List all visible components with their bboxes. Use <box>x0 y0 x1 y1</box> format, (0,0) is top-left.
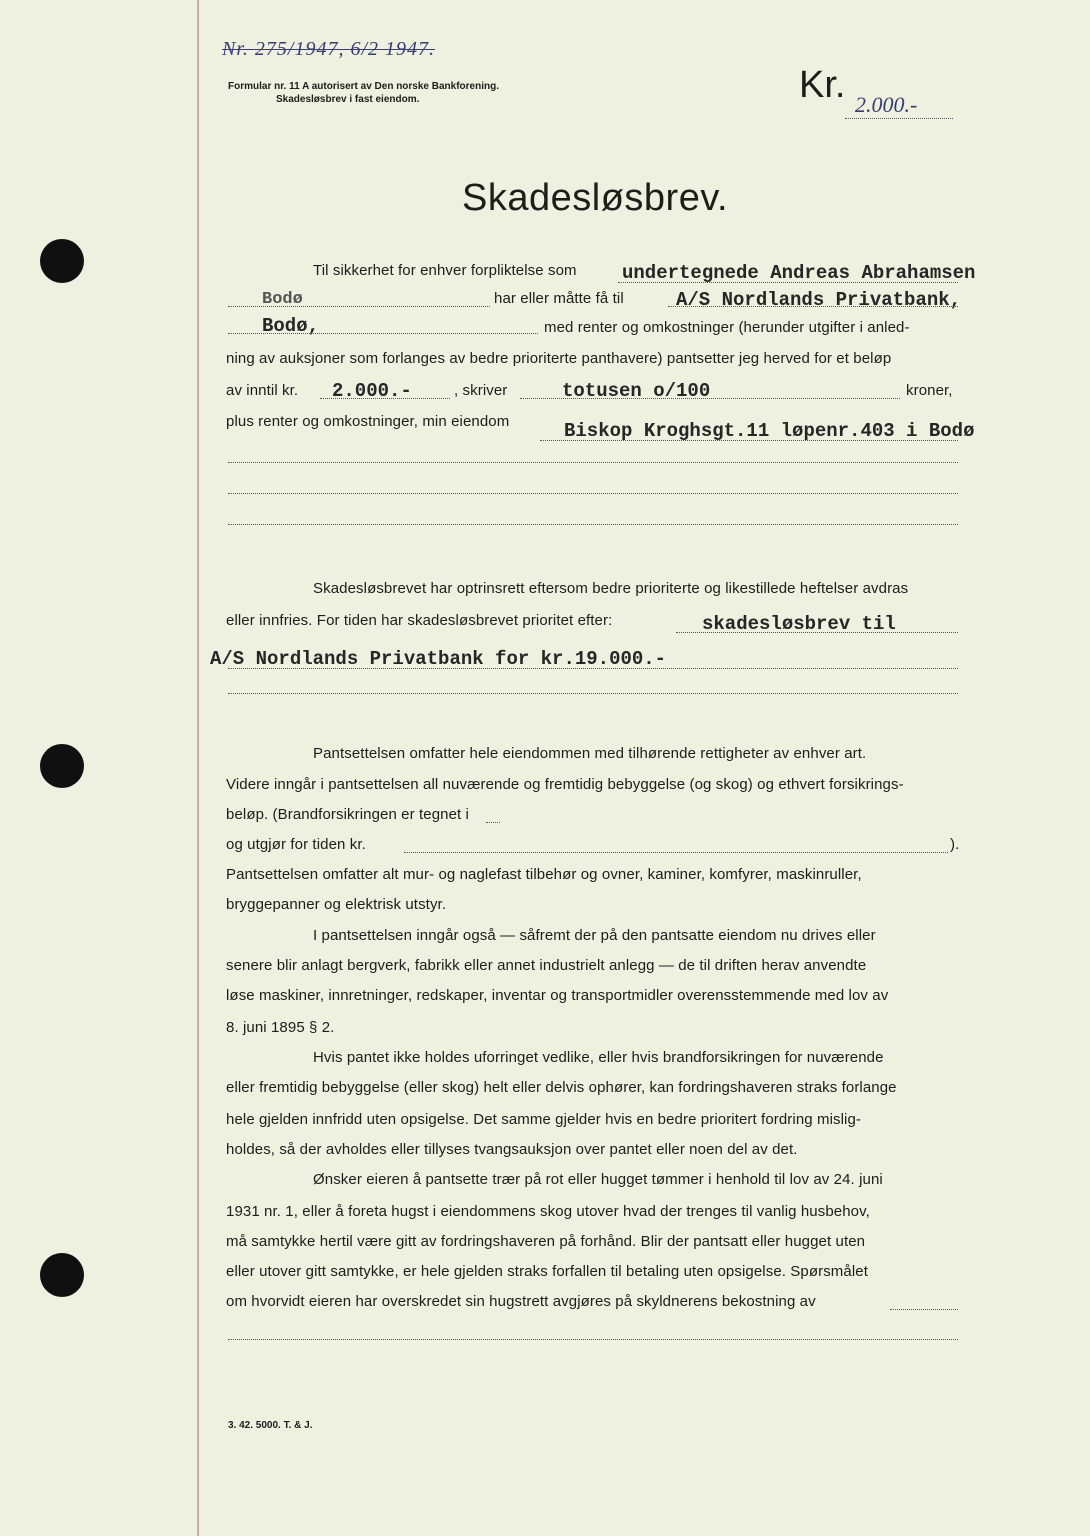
fill-line <box>320 398 450 399</box>
handwritten-reference: Nr. 275/1947, 6/2 1947. <box>222 38 436 60</box>
fill-line <box>890 1309 958 1310</box>
form-line-5-text-c: kroner, <box>906 382 953 399</box>
blank-line <box>228 1339 958 1340</box>
punch-hole <box>40 744 84 788</box>
fill-line <box>486 822 500 823</box>
fill-line <box>520 398 900 399</box>
document-title: Skadesløsbrev. <box>462 177 729 219</box>
body-line: I pantsettelsen inngår også — såfremt der på den pantsatte eiendom nu drives eller <box>313 927 876 944</box>
creditor-name: A/S Nordlands Privatbank, <box>676 289 962 311</box>
body-line: Ønsker eieren å pantsette trær på rot eller hugget tømmer i henhold til lov av 24. juni <box>313 1171 883 1188</box>
property-description: Biskop Kroghsgt.11 løpenr.403 i Bodø <box>564 420 975 442</box>
blank-line <box>228 493 958 494</box>
fill-line <box>228 668 958 669</box>
amount-figures: 2.000.- <box>332 380 412 402</box>
blank-line <box>228 462 958 463</box>
body-line: må samtykke hertil være gitt av fordringshaveren på forhånd. Blir der pantsatt eller hugget uten <box>226 1233 866 1250</box>
body-line: senere blir anlagt bergverk, fabrikk eller annet industrielt anlegg — de til driften herav anvendte <box>226 957 867 974</box>
margin-rule <box>197 0 199 1536</box>
fill-line <box>228 306 490 307</box>
form-line-3-text: med renter og omkostninger (herunder utgifter i anled- <box>544 319 910 336</box>
body-line-end: ). <box>950 836 960 853</box>
fill-line <box>676 632 958 633</box>
kr-amount-line <box>845 118 953 119</box>
form-identifier-line1: Formular nr. 11 A autorisert av Den norske Bankforening. <box>228 81 500 92</box>
form-line-6-text: plus renter og omkostninger, min eiendom <box>226 413 510 430</box>
print-code: 3. 42. 5000. T. & J. <box>228 1420 313 1431</box>
fill-line <box>404 852 948 853</box>
body-line: holdes, så der avholdes eller tillyses tvangsauksjon over pantet eller noen del av det. <box>226 1141 798 1158</box>
form-line-2-text: har eller måtte få til <box>494 290 624 307</box>
fill-line <box>228 333 538 334</box>
kr-label: Kr. <box>799 64 846 106</box>
body-line: hele gjelden innfridd uten opsigelse. Det samme gjelder hvis en bedre prioritert fordring mislig- <box>226 1111 862 1128</box>
form-line-1-text: Til sikkerhet for enhver forpliktelse som <box>313 262 577 279</box>
body-line: om hvorvidt eieren har overskredet sin hugstrett avgjøres på skyldnerens bekostning av <box>226 1293 816 1310</box>
fill-line <box>668 306 958 307</box>
prior-lien: skadesløsbrev til <box>702 613 896 635</box>
fill-line <box>618 282 958 283</box>
form-line-5-text-b: , skriver <box>454 382 508 399</box>
punch-hole <box>40 1253 84 1297</box>
kr-amount: 2.000.- <box>855 92 918 117</box>
debtor-place-faint: Bodø <box>262 290 303 309</box>
body-line: og utgjør for tiden kr. <box>226 836 366 853</box>
body-line: løse maskiner, innretninger, redskaper, inventar og transportmidler overensstemmende med lov av <box>226 987 889 1004</box>
priority-line-2-text: eller innfries. For tiden har skadesløsbrevet prioritet efter: <box>226 612 613 629</box>
body-line: Hvis pantet ikke holdes uforringet vedlike, eller hvis brandforsikringen for nuværende <box>313 1049 884 1066</box>
debtor-name: undertegnede Andreas Abrahamsen <box>622 262 976 284</box>
form-identifier-line2: Skadesløsbrev i fast eiendom. <box>276 94 420 105</box>
body-line: 1931 nr. 1, eller å foreta hugst i eiendommens skog utover hvad der trenges til vanlig husbehov, <box>226 1203 870 1220</box>
body-line: bryggepanner og elektrisk utstyr. <box>226 896 447 913</box>
body-line: 8. juni 1895 § 2. <box>226 1019 335 1036</box>
form-line-5-text-a: av inntil kr. <box>226 382 299 399</box>
punch-hole <box>40 239 84 283</box>
prior-lien-holder: A/S Nordlands Privatbank for kr.19.000.- <box>210 648 667 670</box>
blank-line <box>228 524 958 525</box>
body-line: Videre inngår i pantsettelsen all nuværende og fremtidig bebyggelse (og skog) og ethvert forsikrings- <box>226 776 904 793</box>
body-line: eller fremtidig bebyggelse (eller skog) helt eller delvis ophører, kan fordringshaveren straks forlange <box>226 1079 897 1096</box>
amount-words: totusen o/100 <box>562 380 711 402</box>
body-line: beløp. (Brandforsikringen er tegnet i <box>226 806 469 823</box>
creditor-place: Bodø, <box>262 315 320 337</box>
body-line: Pantsettelsen omfatter alt mur- og naglefast tilbehør og ovner, kaminer, komfyrer, maskinruller, <box>226 866 862 883</box>
form-line-4-text: ning av auksjoner som forlanges av bedre prioriterte panthavere) pantsetter jeg herved for et beløp <box>226 350 892 367</box>
body-line: Pantsettelsen omfatter hele eiendommen med tilhørende rettigheter av enhver art. <box>313 745 867 762</box>
fill-line <box>540 440 958 441</box>
body-line: eller utover gitt samtykke, er hele gjelden straks forfallen til betaling uten opsigelse. Spørsmålet <box>226 1263 868 1280</box>
priority-line-1: Skadesløsbrevet har optrinsrett eftersom bedre prioriterte og likestillede heftelser avdras <box>313 580 909 597</box>
blank-line <box>228 693 958 694</box>
